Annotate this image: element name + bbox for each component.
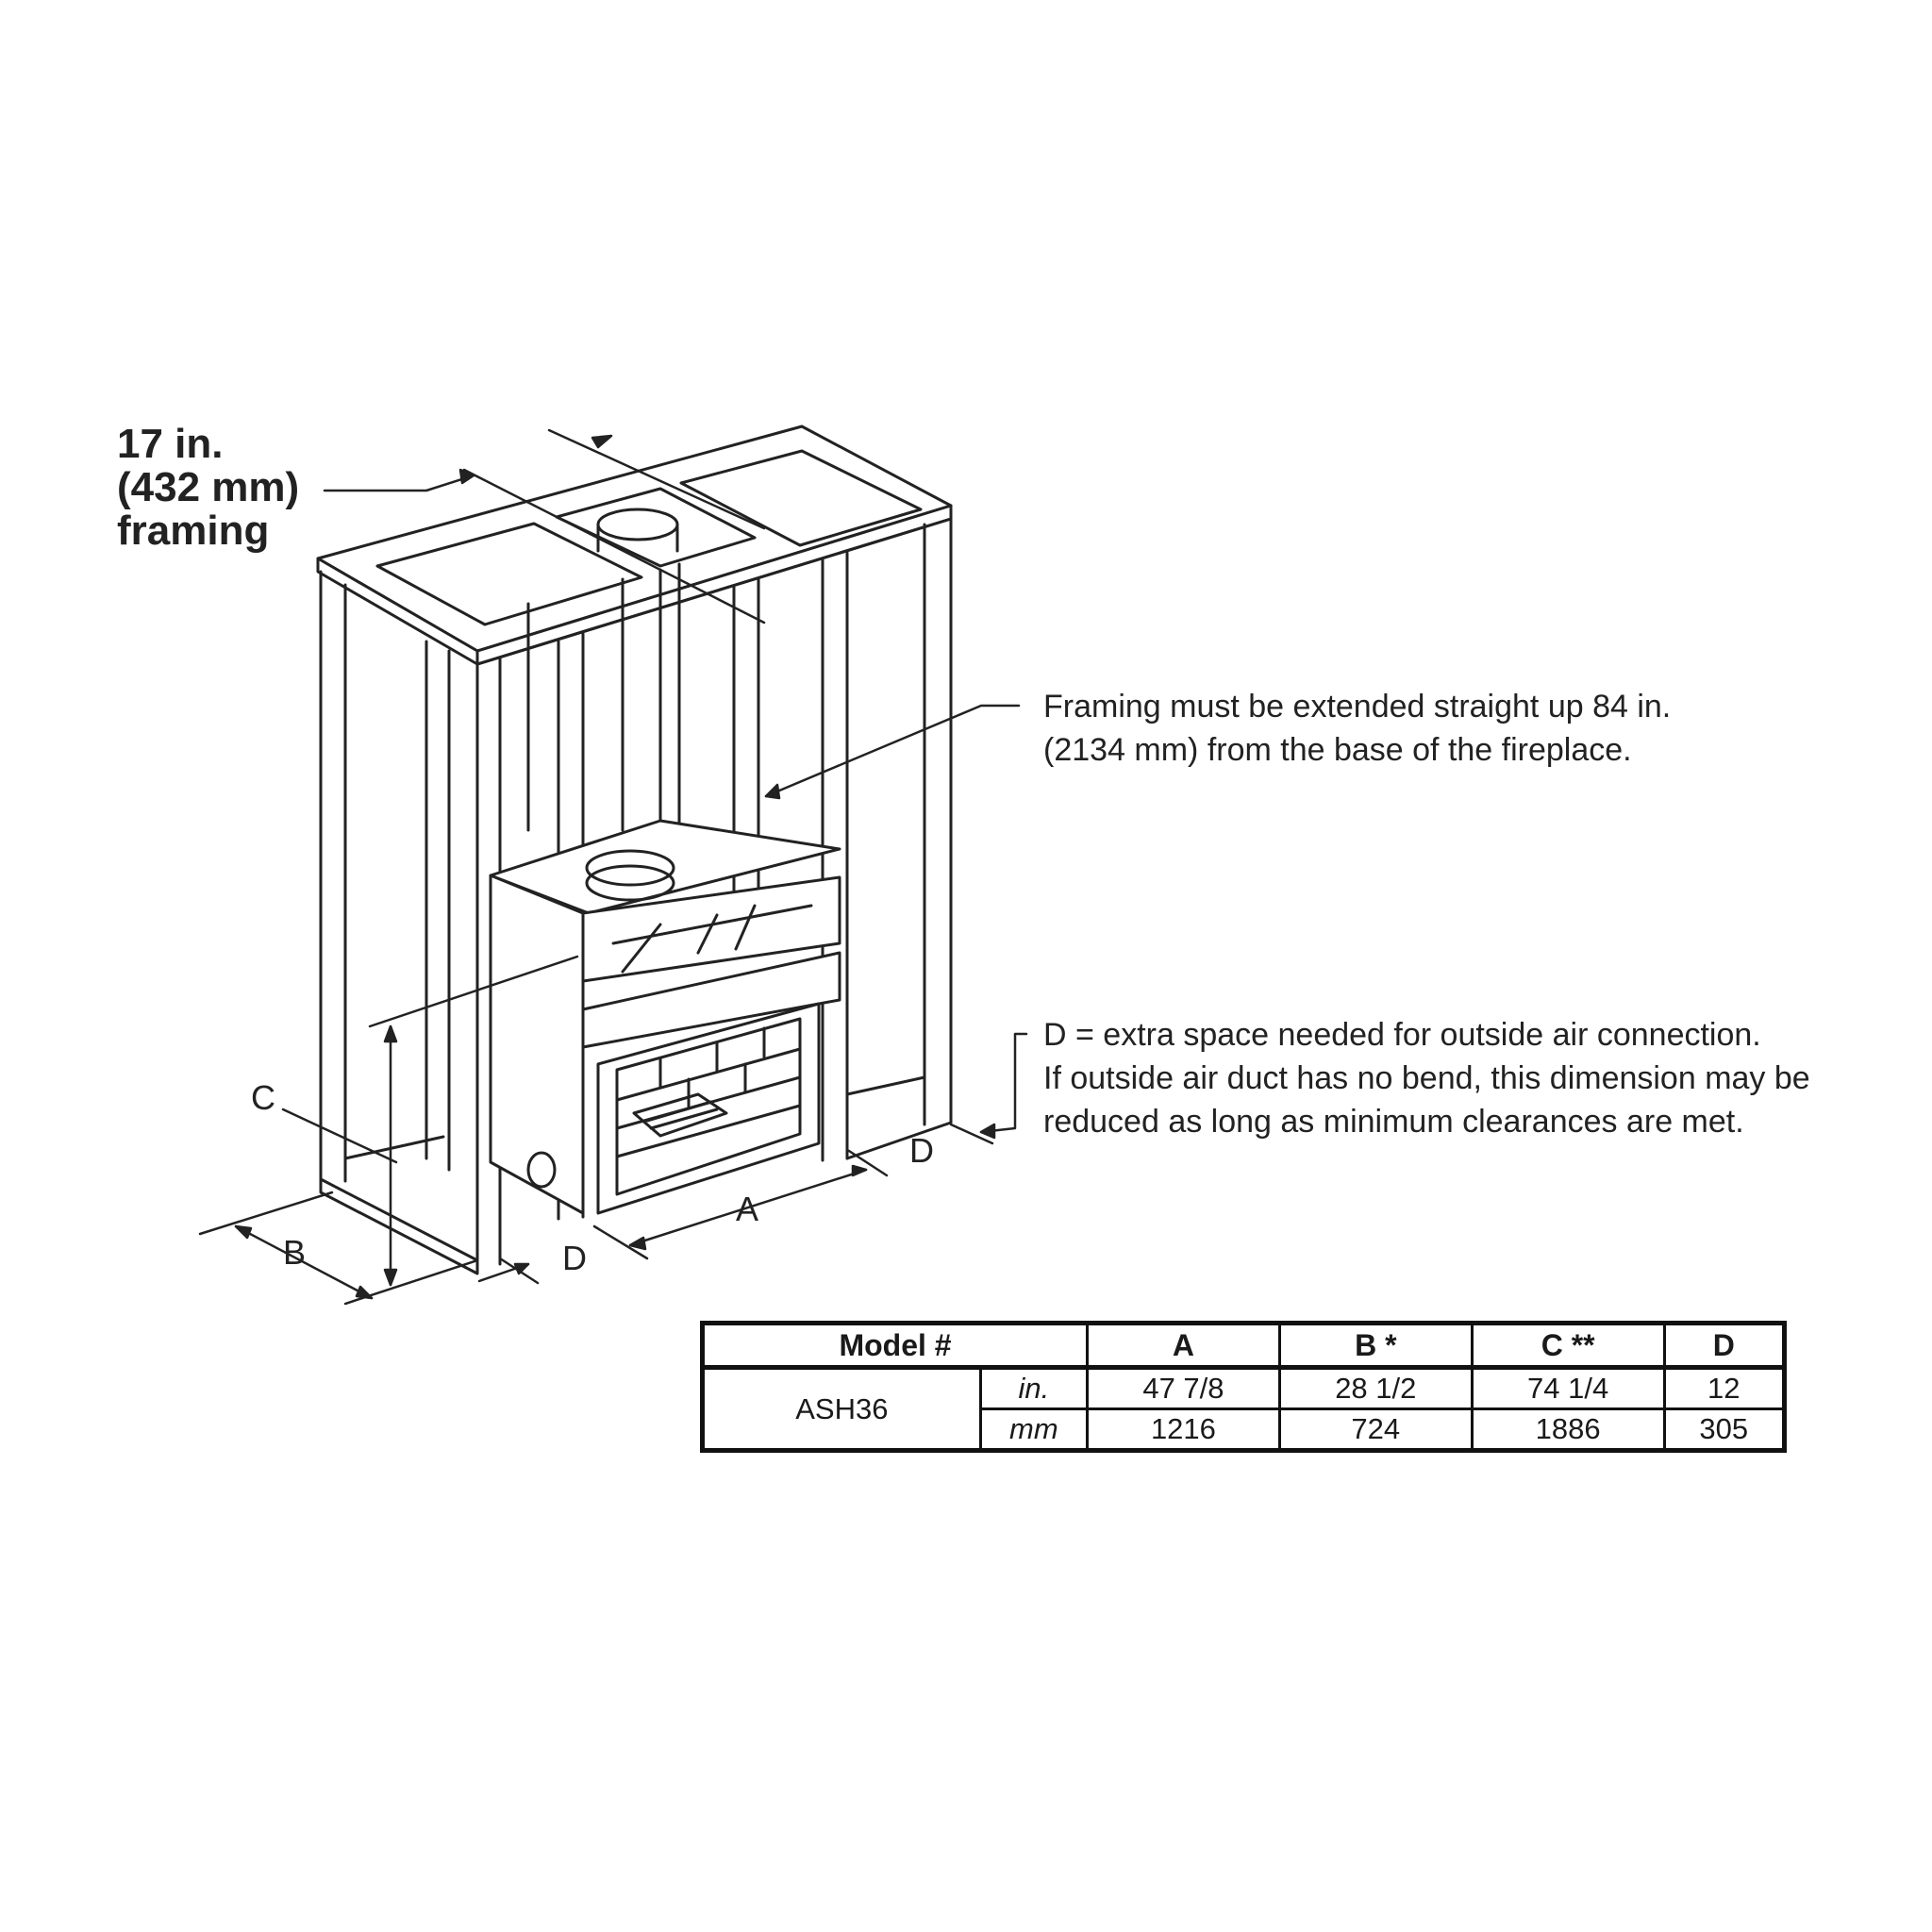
framing-note-line2: (2134 mm) from the base of the fireplace.	[1043, 732, 1632, 768]
header-b: B *	[1279, 1324, 1472, 1368]
value-cell: 47 7/8	[1088, 1368, 1280, 1409]
header-a: A	[1088, 1324, 1280, 1368]
header-d: D	[1664, 1324, 1784, 1368]
value-cell: 724	[1279, 1409, 1472, 1451]
value-cell: 74 1/4	[1472, 1368, 1664, 1409]
dim-label-d-left: D	[562, 1239, 587, 1277]
d-note-line1: D = extra space needed for outside air connection.	[1043, 1017, 1761, 1053]
value-cell: 305	[1664, 1409, 1784, 1451]
model-cell: ASH36	[703, 1368, 981, 1451]
value-cell: 1886	[1472, 1409, 1664, 1451]
d-note-line2: If outside air duct has no bend, this dimension may be	[1043, 1060, 1810, 1096]
unit-cell: mm	[980, 1409, 1087, 1451]
top-frame	[318, 426, 951, 664]
unit-cell: in.	[980, 1368, 1087, 1409]
table-row	[703, 1368, 1785, 1409]
table-header-row	[703, 1324, 1785, 1368]
value-cell: 12	[1664, 1368, 1784, 1409]
framing-note-line1: Framing must be extended straight up 84 in.	[1043, 689, 1672, 724]
outside-air-note	[1043, 1013, 1810, 1143]
value-cell: 1216	[1088, 1409, 1280, 1451]
framing-label-line2: (432 mm)	[117, 464, 300, 510]
header-c: C **	[1472, 1324, 1664, 1368]
dim-label-c: C	[251, 1078, 275, 1117]
header-model: Model #	[703, 1324, 1088, 1368]
d-note-line3: reduced as long as minimum clearances are met.	[1043, 1104, 1744, 1140]
dim-label-d-right: D	[909, 1131, 934, 1170]
dim-label-a: A	[736, 1190, 759, 1228]
framing-height-note	[1043, 685, 1671, 772]
framing-label-line1: 17 in.	[117, 421, 224, 467]
fireplace-unit	[491, 821, 840, 1213]
dimension-letters	[251, 1078, 934, 1277]
dimensions-table	[700, 1321, 1787, 1453]
value-cell: 28 1/2	[1279, 1368, 1472, 1409]
framing-label	[117, 423, 299, 553]
dim-label-b: B	[283, 1233, 307, 1272]
framing-label-line3: framing	[117, 508, 270, 554]
